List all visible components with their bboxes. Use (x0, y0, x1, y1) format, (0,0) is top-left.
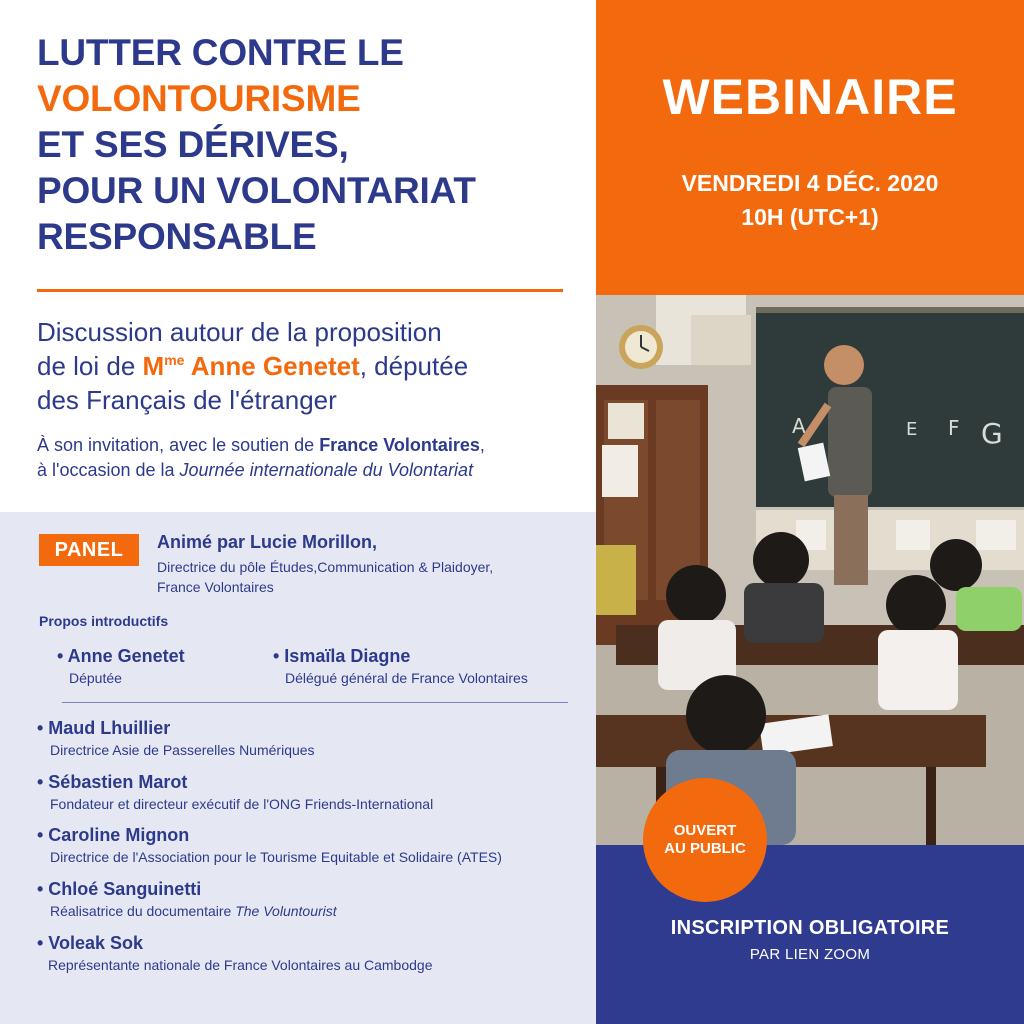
invitation-text (37, 433, 592, 483)
speaker-item (57, 644, 185, 688)
speaker-name: • Chloé Sanguinetti (37, 879, 202, 899)
panel-badge: PANEL (39, 534, 139, 566)
subtitle (37, 315, 582, 417)
host-role (157, 557, 577, 597)
speaker-item (37, 770, 433, 814)
open-to-public-badge (643, 778, 767, 902)
badge-line: AU PUBLIC (664, 840, 746, 857)
speaker-name: • Ismaïla Diagne (273, 646, 411, 666)
speaker-item (37, 716, 315, 760)
event-date: VENDREDI 4 DÉC. 2020 (681, 170, 939, 196)
speaker-name: • Voleak Sok (37, 933, 144, 953)
speaker-highlight (143, 351, 360, 381)
speaker-role (37, 901, 337, 921)
speaker-role-text: Réalisatrice du documentaire (50, 903, 236, 919)
event-label: WEBINAIRE (662, 69, 958, 125)
honorific: M (142, 351, 165, 381)
intro-label: Propos introductifs (39, 613, 169, 629)
film-title: The Voluntourist (235, 903, 337, 919)
host-role-line: France Volontaires (157, 579, 274, 595)
invite-line (37, 458, 592, 483)
speaker-divider (62, 702, 568, 703)
invite-text: , (479, 435, 485, 455)
subtitle-line: Discussion autour de la proposition (37, 317, 442, 347)
badge-line: OUVERT (673, 822, 737, 839)
speaker-item (273, 644, 528, 688)
speaker-name: • Anne Genetet (57, 646, 185, 666)
invite-text: à l'occasion de la (37, 460, 180, 480)
speaker-name: • Sébastien Marot (37, 772, 188, 792)
invite-line (37, 433, 592, 458)
speaker-role: Directrice de l'Association pour le Tourisme Equitable et Solidaire (ATES) (50, 849, 502, 865)
board-letter: E (906, 419, 918, 440)
event-datetime (596, 166, 1024, 234)
title-highlight: VOLONTOURISME (37, 78, 361, 119)
speaker-item (37, 931, 432, 975)
host-role-line: Directrice du pôle Études,Communication & Plaidoyer, (157, 559, 494, 575)
classroom-photo (596, 295, 1024, 845)
registration-title: INSCRIPTION OBLIGATOIRE (670, 917, 950, 939)
speaker-role: Fondateur et directeur exécutif de l'ONG Friends-International (50, 796, 434, 812)
invite-event: Journée internationale du Volontariat (179, 460, 474, 480)
board-letter: F (948, 416, 960, 440)
speaker-role: Représentante nationale de France Volontaires au Cambodge (48, 957, 433, 973)
badge-text (660, 822, 750, 858)
speaker-role: Directrice Asie de Passerelles Numériques (50, 742, 315, 758)
speaker-name: Anne Genetet (184, 351, 360, 381)
subtitle-text: de loi de (37, 351, 143, 381)
title-line: ET SES DÉRIVES, (37, 124, 349, 165)
classroom-illustration (596, 295, 1024, 845)
speaker-item (37, 877, 337, 921)
speaker-name: • Maud Lhuillier (37, 718, 171, 738)
invite-org: France Volontaires (319, 435, 480, 455)
intro-section (0, 0, 596, 512)
title-line: POUR UN VOLONTARIAT (37, 170, 476, 211)
title-line: RESPONSABLE (37, 216, 317, 257)
invite-text: À son invitation, avec le soutien de (37, 435, 320, 455)
board-letter: A (792, 414, 806, 438)
board-letter: G (981, 417, 1003, 450)
speaker-item (37, 823, 502, 867)
honorific-sup: me (164, 352, 185, 368)
subtitle-line (37, 349, 582, 383)
orange-divider (37, 289, 563, 292)
speaker-role: Délégué général de France Volontaires (285, 670, 528, 686)
subtitle-text: , députée (359, 351, 469, 381)
title-line: LUTTER CONTRE LE (37, 32, 404, 73)
main-title (37, 30, 577, 260)
event-header (596, 0, 1024, 295)
host-name: Animé par Lucie Morillon, (157, 532, 378, 552)
speaker-name: • Caroline Mignon (37, 825, 190, 845)
subtitle-line: des Français de l'étranger (37, 385, 337, 415)
event-time: 10H (UTC+1) (741, 204, 879, 230)
speaker-role: Députée (69, 670, 122, 686)
registration-subtitle: PAR LIEN ZOOM (749, 946, 871, 963)
